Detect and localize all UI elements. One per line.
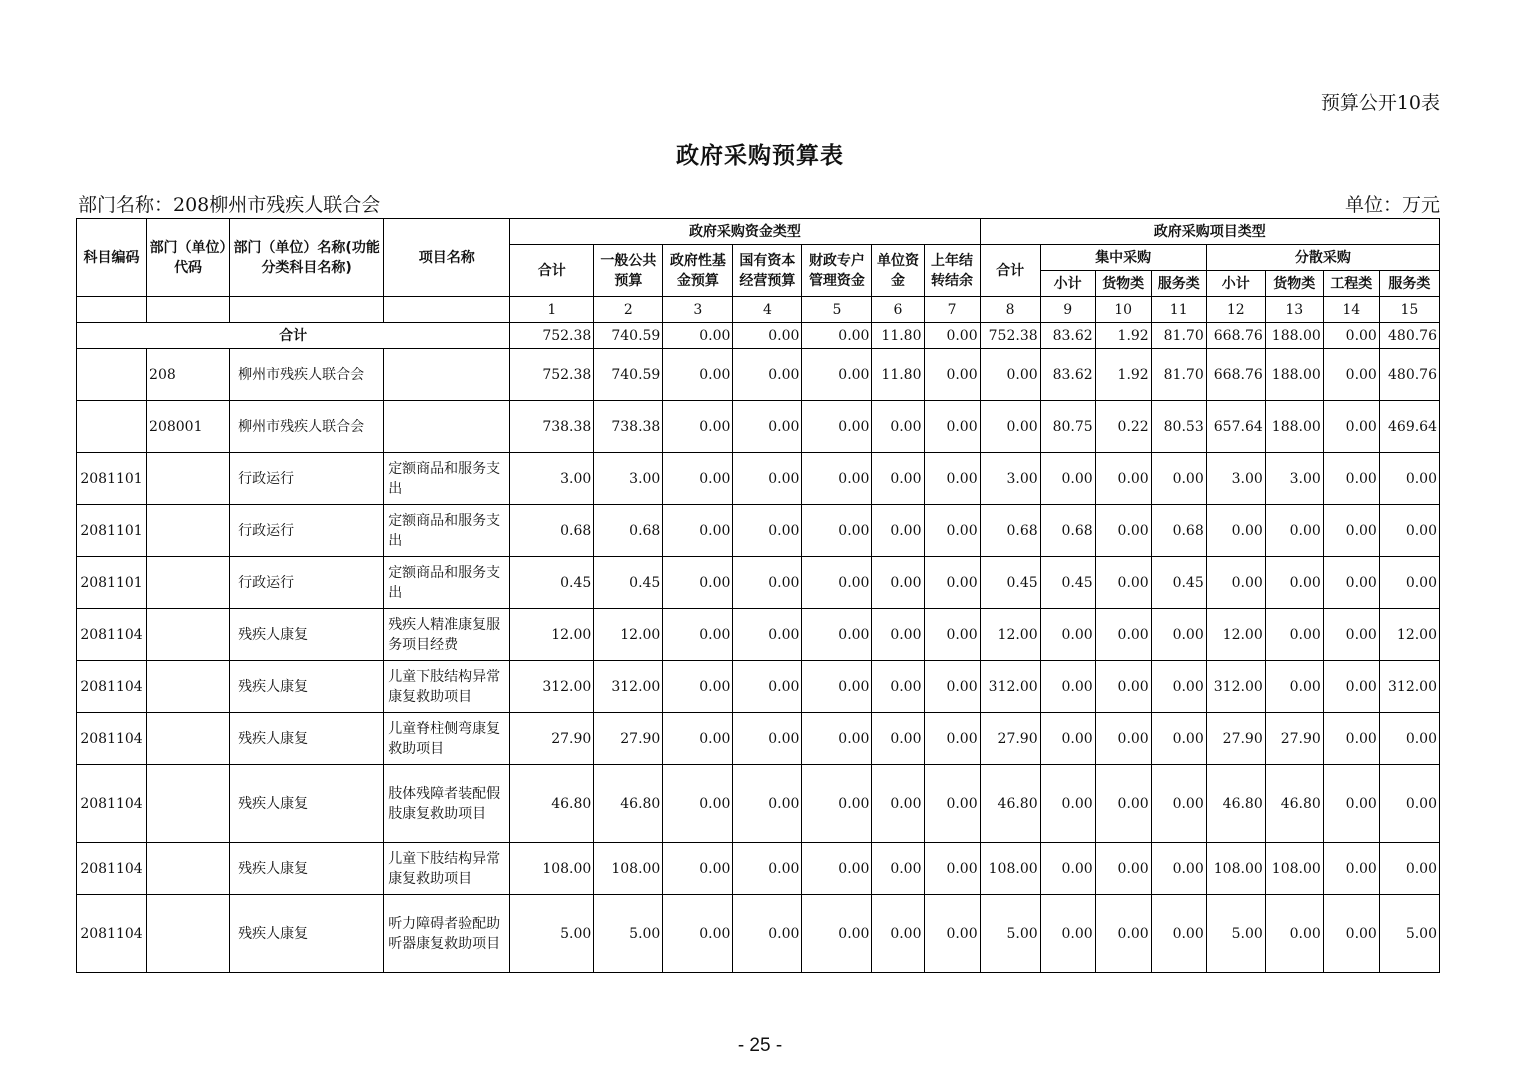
- value-cell: 740.59: [594, 349, 663, 401]
- value-cell: 5.00: [980, 895, 1040, 973]
- value-cell: 0.00: [1323, 557, 1379, 609]
- column-index: 15: [1379, 297, 1439, 323]
- summary-value: 83.62: [1040, 323, 1095, 349]
- value-cell: 12.00: [1206, 609, 1265, 661]
- value-cell: 46.80: [1265, 765, 1323, 843]
- value-cell: 0.00: [663, 401, 733, 453]
- value-cell: 0.68: [510, 505, 594, 557]
- value-cell: 0.00: [802, 713, 872, 765]
- summary-value: 668.76: [1206, 323, 1265, 349]
- col-gov-fund: 政府性基金预算: [663, 245, 733, 297]
- value-cell: 5.00: [1206, 895, 1265, 973]
- value-cell: 0.00: [1379, 505, 1439, 557]
- column-index: 9: [1040, 297, 1095, 323]
- value-cell: 0.00: [1379, 765, 1439, 843]
- value-cell: 108.00: [594, 843, 663, 895]
- value-cell: 27.90: [1206, 713, 1265, 765]
- value-cell: 0.00: [1379, 557, 1439, 609]
- table-row: [77, 713, 1440, 765]
- index-blank: [230, 297, 384, 323]
- col-dispersed-goods: 货物类: [1265, 271, 1323, 297]
- summary-value: 0.00: [802, 323, 872, 349]
- value-cell: 0.00: [1040, 609, 1095, 661]
- column-index: 4: [733, 297, 802, 323]
- value-cell: 0.00: [1323, 609, 1379, 661]
- column-index: 13: [1265, 297, 1323, 323]
- table-row: [77, 349, 1440, 401]
- value-cell: 0.00: [663, 505, 733, 557]
- summary-label: 合计: [77, 323, 510, 349]
- value-cell: 0.00: [924, 401, 980, 453]
- value-cell: 0.00: [802, 765, 872, 843]
- value-cell: 0.00: [663, 765, 733, 843]
- dept-code-cell: [147, 765, 230, 843]
- value-cell: 0.00: [924, 609, 980, 661]
- value-cell: 0.00: [872, 843, 924, 895]
- column-index: 3: [663, 297, 733, 323]
- value-cell: 5.00: [594, 895, 663, 973]
- column-index: 5: [802, 297, 872, 323]
- value-cell: 27.90: [594, 713, 663, 765]
- subject-code-cell: 2081104: [77, 765, 147, 843]
- value-cell: 0.00: [924, 765, 980, 843]
- value-cell: 3.00: [980, 453, 1040, 505]
- col-central-procurement: 集中采购: [1040, 245, 1206, 271]
- value-cell: 0.00: [802, 505, 872, 557]
- column-index: 1: [510, 297, 594, 323]
- col-central-service: 服务类: [1151, 271, 1206, 297]
- col-dispersed-service: 服务类: [1379, 271, 1439, 297]
- value-cell: 0.00: [802, 401, 872, 453]
- subject-code-cell: 2081104: [77, 609, 147, 661]
- value-cell: 0.00: [1095, 713, 1151, 765]
- page-title: 政府采购预算表: [676, 142, 844, 169]
- value-cell: 0.00: [802, 843, 872, 895]
- col-special-fund: 财政专户管理资金: [802, 245, 872, 297]
- value-cell: 0.00: [663, 713, 733, 765]
- dept-name-cell: 残疾人康复: [230, 713, 384, 765]
- project-name-cell: 儿童下肢结构异常康复救助项目: [384, 661, 510, 713]
- summary-value: 0.00: [663, 323, 733, 349]
- value-cell: 0.00: [1206, 505, 1265, 557]
- dept-name-cell: 柳州市残疾人联合会: [230, 349, 384, 401]
- value-cell: 312.00: [594, 661, 663, 713]
- dept-code-cell: [147, 609, 230, 661]
- value-cell: 0.00: [1379, 453, 1439, 505]
- value-cell: 108.00: [510, 843, 594, 895]
- value-cell: 0.00: [1151, 843, 1206, 895]
- value-cell: 0.00: [872, 765, 924, 843]
- value-cell: 0.00: [924, 895, 980, 973]
- value-cell: 0.00: [924, 661, 980, 713]
- value-cell: 3.00: [1206, 453, 1265, 505]
- value-cell: 0.00: [1323, 895, 1379, 973]
- value-cell: 0.00: [733, 349, 802, 401]
- value-cell: 0.00: [872, 453, 924, 505]
- col-unit-fund: 单位资金: [872, 245, 924, 297]
- dept-name-cell: 行政运行: [230, 557, 384, 609]
- dept-name-cell: 残疾人康复: [230, 895, 384, 973]
- value-cell: 46.80: [980, 765, 1040, 843]
- subject-code-cell: 2081104: [77, 843, 147, 895]
- value-cell: 0.00: [802, 609, 872, 661]
- unit-label: 单位：万元: [1344, 194, 1440, 216]
- value-cell: 0.00: [1095, 895, 1151, 973]
- col-central-subtotal: 小计: [1040, 271, 1095, 297]
- table-row: [77, 609, 1440, 661]
- value-cell: 0.00: [1040, 895, 1095, 973]
- value-cell: 0.00: [872, 609, 924, 661]
- value-cell: 0.00: [733, 401, 802, 453]
- col-dispersed-engineering: 工程类: [1323, 271, 1379, 297]
- dept-code-cell: [147, 505, 230, 557]
- col-total-2: 合计: [980, 245, 1040, 297]
- value-cell: 0.00: [733, 505, 802, 557]
- value-cell: 312.00: [510, 661, 594, 713]
- value-cell: 0.00: [1379, 713, 1439, 765]
- value-cell: 0.00: [1323, 453, 1379, 505]
- value-cell: 0.00: [1265, 661, 1323, 713]
- value-cell: 0.00: [663, 843, 733, 895]
- value-cell: 108.00: [980, 843, 1040, 895]
- value-cell: 0.00: [733, 661, 802, 713]
- dept-code-cell: 208: [147, 349, 230, 401]
- value-cell: 0.00: [1151, 609, 1206, 661]
- value-cell: 0.00: [663, 557, 733, 609]
- value-cell: 27.90: [1265, 713, 1323, 765]
- procurement-budget-table: [76, 218, 1440, 973]
- value-cell: 0.00: [872, 557, 924, 609]
- summary-value: 81.70: [1151, 323, 1206, 349]
- dept-code-cell: [147, 557, 230, 609]
- value-cell: 0.00: [802, 895, 872, 973]
- column-index: 2: [594, 297, 663, 323]
- value-cell: 469.64: [1379, 401, 1439, 453]
- value-cell: 0.45: [1151, 557, 1206, 609]
- column-index: 12: [1206, 297, 1265, 323]
- value-cell: 0.00: [872, 661, 924, 713]
- column-index: 11: [1151, 297, 1206, 323]
- value-cell: 0.00: [1206, 557, 1265, 609]
- value-cell: 0.00: [733, 895, 802, 973]
- value-cell: 312.00: [1206, 661, 1265, 713]
- project-name-cell: 儿童下肢结构异常康复救助项目: [384, 843, 510, 895]
- value-cell: 12.00: [980, 609, 1040, 661]
- value-cell: 0.00: [733, 557, 802, 609]
- value-cell: 0.68: [1151, 505, 1206, 557]
- value-cell: 27.90: [510, 713, 594, 765]
- value-cell: 0.68: [980, 505, 1040, 557]
- value-cell: 0.45: [510, 557, 594, 609]
- column-index: 10: [1095, 297, 1151, 323]
- subject-code-cell: 2081101: [77, 453, 147, 505]
- column-index: 8: [980, 297, 1040, 323]
- summary-value: 11.80: [872, 323, 924, 349]
- form-number: 预算公开10表: [1320, 92, 1440, 114]
- table-row: [77, 557, 1440, 609]
- value-cell: 0.00: [1265, 609, 1323, 661]
- value-cell: 0.00: [924, 349, 980, 401]
- col-subject-code: 科目编码: [77, 219, 147, 297]
- value-cell: 0.00: [924, 453, 980, 505]
- value-cell: 0.00: [663, 661, 733, 713]
- value-cell: 83.62: [1040, 349, 1095, 401]
- value-cell: 12.00: [594, 609, 663, 661]
- value-cell: 0.68: [1040, 505, 1095, 557]
- value-cell: 0.00: [663, 349, 733, 401]
- dept-code-cell: [147, 895, 230, 973]
- index-blank: [77, 297, 147, 323]
- table-row: [77, 765, 1440, 843]
- col-dept-name: 部门（单位）名称(功能分类科目名称): [230, 219, 384, 297]
- subject-code-cell: 2081104: [77, 713, 147, 765]
- value-cell: 0.00: [1151, 713, 1206, 765]
- project-name-cell: 定额商品和服务支出: [384, 505, 510, 557]
- value-cell: 0.00: [802, 349, 872, 401]
- value-cell: 668.76: [1206, 349, 1265, 401]
- value-cell: 0.00: [1040, 453, 1095, 505]
- value-cell: 27.90: [980, 713, 1040, 765]
- col-central-goods: 货物类: [1095, 271, 1151, 297]
- col-group-fund-type: 政府采购资金类型: [510, 219, 980, 245]
- value-cell: 46.80: [594, 765, 663, 843]
- value-cell: 108.00: [1206, 843, 1265, 895]
- dept-code-cell: [147, 661, 230, 713]
- page-number: - 25 -: [737, 1035, 783, 1056]
- value-cell: 0.00: [980, 401, 1040, 453]
- value-cell: 0.00: [1151, 661, 1206, 713]
- value-cell: 3.00: [1265, 453, 1323, 505]
- subject-code-cell: 2081104: [77, 661, 147, 713]
- col-total: 合计: [510, 245, 594, 297]
- value-cell: 46.80: [1206, 765, 1265, 843]
- subject-code-cell: [77, 349, 147, 401]
- value-cell: 0.45: [1040, 557, 1095, 609]
- project-name-cell: 听力障碍者验配助听器康复救助项目: [384, 895, 510, 973]
- col-dept-code: 部门（单位）代码: [147, 219, 230, 297]
- subject-code-cell: 2081101: [77, 505, 147, 557]
- value-cell: 5.00: [1379, 895, 1439, 973]
- value-cell: 0.00: [1151, 453, 1206, 505]
- summary-value: 752.38: [510, 323, 594, 349]
- column-index-row: [77, 297, 1440, 323]
- value-cell: 0.00: [733, 843, 802, 895]
- value-cell: 0.00: [733, 765, 802, 843]
- value-cell: 0.00: [733, 453, 802, 505]
- value-cell: 0.00: [1151, 895, 1206, 973]
- col-state-capital: 国有资本经营预算: [733, 245, 802, 297]
- subject-code-cell: [77, 401, 147, 453]
- dept-name-cell: 柳州市残疾人联合会: [230, 401, 384, 453]
- col-dispersed-subtotal: 小计: [1206, 271, 1265, 297]
- value-cell: 80.75: [1040, 401, 1095, 453]
- value-cell: 0.00: [1323, 661, 1379, 713]
- subject-code-cell: 2081104: [77, 895, 147, 973]
- subject-code-cell: 2081101: [77, 557, 147, 609]
- value-cell: 0.00: [1040, 843, 1095, 895]
- value-cell: 0.00: [663, 453, 733, 505]
- value-cell: 0.00: [1323, 713, 1379, 765]
- dept-code-cell: [147, 843, 230, 895]
- value-cell: 0.45: [980, 557, 1040, 609]
- col-project-name: 项目名称: [384, 219, 510, 297]
- dept-name-cell: 行政运行: [230, 505, 384, 557]
- column-index: 6: [872, 297, 924, 323]
- value-cell: 80.53: [1151, 401, 1206, 453]
- value-cell: 0.00: [1379, 843, 1439, 895]
- value-cell: 752.38: [510, 349, 594, 401]
- summary-value: 188.00: [1265, 323, 1323, 349]
- value-cell: 12.00: [1379, 609, 1439, 661]
- dept-name-cell: 行政运行: [230, 453, 384, 505]
- value-cell: 657.64: [1206, 401, 1265, 453]
- value-cell: 0.00: [1265, 557, 1323, 609]
- value-cell: 81.70: [1151, 349, 1206, 401]
- project-name-cell: 肢体残障者装配假肢康复救助项目: [384, 765, 510, 843]
- dept-name-cell: 残疾人康复: [230, 661, 384, 713]
- dept-name-cell: 残疾人康复: [230, 843, 384, 895]
- value-cell: 0.00: [872, 895, 924, 973]
- value-cell: 0.00: [733, 609, 802, 661]
- value-cell: 0.00: [802, 453, 872, 505]
- value-cell: 0.22: [1095, 401, 1151, 453]
- value-cell: 108.00: [1265, 843, 1323, 895]
- value-cell: 0.45: [594, 557, 663, 609]
- summary-row: [77, 323, 1440, 349]
- value-cell: 0.00: [980, 349, 1040, 401]
- value-cell: 3.00: [594, 453, 663, 505]
- table-row: [77, 401, 1440, 453]
- value-cell: 0.00: [733, 713, 802, 765]
- project-name-cell: [384, 401, 510, 453]
- value-cell: 0.00: [1323, 401, 1379, 453]
- value-cell: 0.00: [1095, 505, 1151, 557]
- dept-code-cell: [147, 713, 230, 765]
- value-cell: 0.00: [663, 895, 733, 973]
- dept-name-cell: 残疾人康复: [230, 609, 384, 661]
- summary-value: 480.76: [1379, 323, 1439, 349]
- value-cell: 0.00: [924, 843, 980, 895]
- value-cell: 0.00: [1040, 713, 1095, 765]
- value-cell: 0.00: [663, 609, 733, 661]
- value-cell: 46.80: [510, 765, 594, 843]
- value-cell: 480.76: [1379, 349, 1439, 401]
- value-cell: 0.00: [1095, 843, 1151, 895]
- value-cell: 0.00: [872, 401, 924, 453]
- dept-code-cell: 208001: [147, 401, 230, 453]
- value-cell: 5.00: [510, 895, 594, 973]
- col-general-budget: 一般公共预算: [594, 245, 663, 297]
- project-name-cell: 残疾人精准康复服务项目经费: [384, 609, 510, 661]
- column-index: 7: [924, 297, 980, 323]
- value-cell: 0.00: [1040, 765, 1095, 843]
- table-row: [77, 505, 1440, 557]
- value-cell: 188.00: [1265, 349, 1323, 401]
- value-cell: 0.00: [1040, 661, 1095, 713]
- value-cell: 0.00: [924, 505, 980, 557]
- col-dispersed-procurement: 分散采购: [1206, 245, 1439, 271]
- summary-value: 0.00: [733, 323, 802, 349]
- value-cell: 0.00: [802, 661, 872, 713]
- value-cell: 0.00: [802, 557, 872, 609]
- value-cell: 0.00: [924, 557, 980, 609]
- project-name-cell: [384, 349, 510, 401]
- value-cell: 0.00: [872, 505, 924, 557]
- project-name-cell: 定额商品和服务支出: [384, 557, 510, 609]
- value-cell: 11.80: [872, 349, 924, 401]
- summary-value: 1.92: [1095, 323, 1151, 349]
- dept-code-cell: [147, 453, 230, 505]
- value-cell: 738.38: [510, 401, 594, 453]
- summary-value: 0.00: [1323, 323, 1379, 349]
- value-cell: 3.00: [510, 453, 594, 505]
- value-cell: 0.00: [924, 713, 980, 765]
- value-cell: 0.00: [1095, 453, 1151, 505]
- table-row: [77, 843, 1440, 895]
- value-cell: 0.00: [1323, 765, 1379, 843]
- value-cell: 738.38: [594, 401, 663, 453]
- value-cell: 0.00: [1095, 609, 1151, 661]
- value-cell: 0.00: [1323, 505, 1379, 557]
- value-cell: 12.00: [510, 609, 594, 661]
- value-cell: 0.00: [872, 713, 924, 765]
- dept-name-cell: 残疾人康复: [230, 765, 384, 843]
- value-cell: 0.00: [1151, 765, 1206, 843]
- table-row: [77, 895, 1440, 973]
- value-cell: 188.00: [1265, 401, 1323, 453]
- value-cell: 0.00: [1095, 557, 1151, 609]
- value-cell: 0.00: [1265, 895, 1323, 973]
- value-cell: 0.00: [1095, 661, 1151, 713]
- value-cell: 312.00: [1379, 661, 1439, 713]
- summary-value: 740.59: [594, 323, 663, 349]
- value-cell: 0.68: [594, 505, 663, 557]
- department-name: 部门名称：208柳州市残疾人联合会: [78, 194, 381, 216]
- index-blank: [147, 297, 230, 323]
- table-row: [77, 661, 1440, 713]
- value-cell: 0.00: [1323, 843, 1379, 895]
- value-cell: 0.00: [1095, 765, 1151, 843]
- value-cell: 312.00: [980, 661, 1040, 713]
- col-carryover: 上年结转结余: [924, 245, 980, 297]
- summary-value: 0.00: [924, 323, 980, 349]
- index-blank: [384, 297, 510, 323]
- col-group-project-type: 政府采购项目类型: [980, 219, 1439, 245]
- column-index: 14: [1323, 297, 1379, 323]
- value-cell: 0.00: [1323, 349, 1379, 401]
- table-row: [77, 453, 1440, 505]
- project-name-cell: 定额商品和服务支出: [384, 453, 510, 505]
- value-cell: 1.92: [1095, 349, 1151, 401]
- summary-value: 752.38: [980, 323, 1040, 349]
- value-cell: 0.00: [1265, 505, 1323, 557]
- project-name-cell: 儿童脊柱侧弯康复救助项目: [384, 713, 510, 765]
